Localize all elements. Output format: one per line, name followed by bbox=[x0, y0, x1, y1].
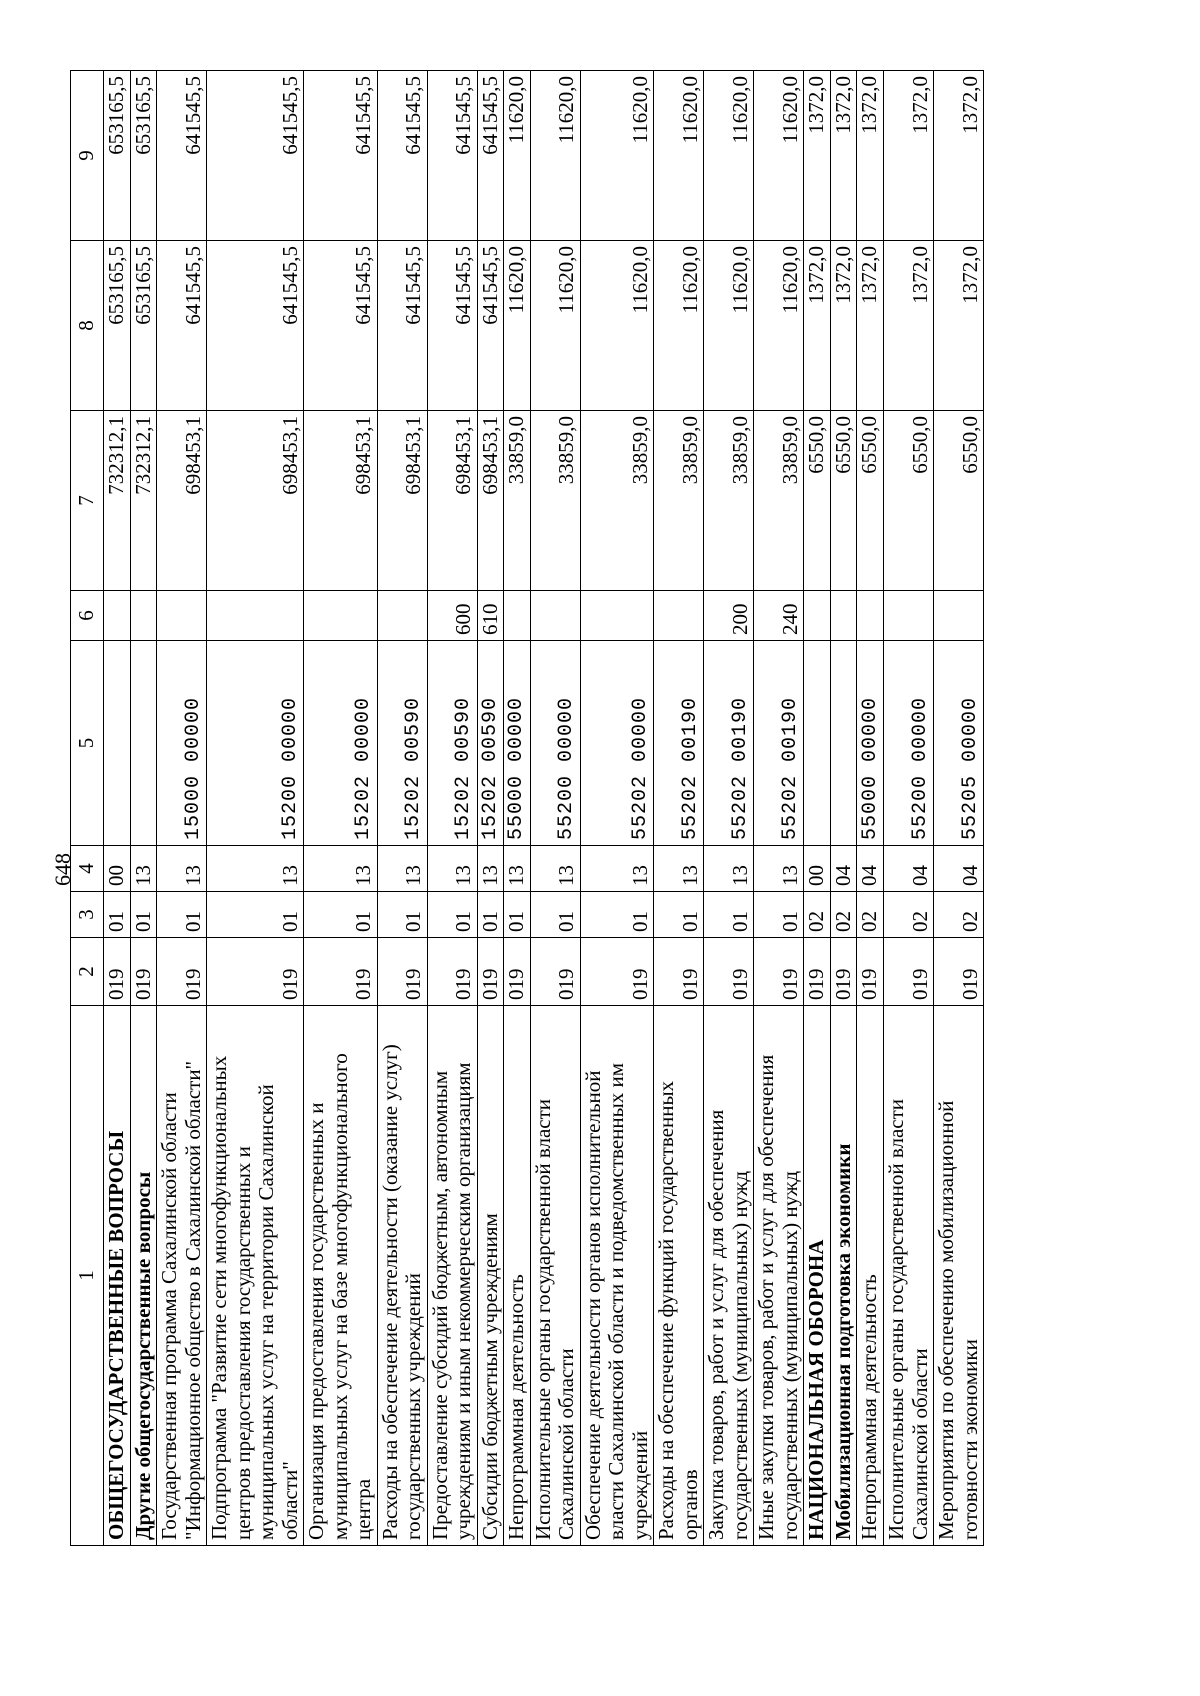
expense-type-cell: 200 bbox=[704, 591, 754, 641]
expense-type-cell bbox=[530, 591, 580, 641]
expense-type-cell bbox=[130, 591, 157, 641]
subsection-code-cell: 13 bbox=[130, 846, 157, 892]
amount-col8-cell: 641545,5 bbox=[427, 241, 477, 411]
expense-type-cell bbox=[377, 591, 427, 641]
amount-col9-cell: 641545,5 bbox=[377, 71, 427, 241]
section-code-cell: 02 bbox=[804, 892, 831, 938]
section-code-cell: 01 bbox=[304, 892, 378, 938]
amount-col9-cell: 11620,0 bbox=[654, 71, 704, 241]
expense-type-cell bbox=[654, 591, 704, 641]
admin-code-cell: 019 bbox=[304, 938, 378, 1006]
admin-code-cell: 019 bbox=[427, 938, 477, 1006]
subsection-code-cell: 00 bbox=[104, 846, 131, 892]
target-article-cell bbox=[830, 641, 857, 846]
target-article-cell: 15202 00590 bbox=[427, 641, 477, 846]
subsection-code-cell: 13 bbox=[207, 846, 304, 892]
amount-col9-cell: 641545,5 bbox=[207, 71, 304, 241]
subsection-code-cell: 13 bbox=[704, 846, 754, 892]
amount-col7-cell: 33859,0 bbox=[580, 411, 654, 591]
section-code-cell: 01 bbox=[104, 892, 131, 938]
amount-col8-cell: 1372,0 bbox=[934, 241, 984, 411]
subsection-code-cell: 13 bbox=[157, 846, 207, 892]
target-article-cell bbox=[104, 641, 131, 846]
amount-col9-cell: 1372,0 bbox=[857, 71, 884, 241]
target-article-cell: 55205 00000 bbox=[934, 641, 984, 846]
header-cell: 4 bbox=[71, 846, 104, 892]
amount-col8-cell: 11620,0 bbox=[704, 241, 754, 411]
amount-col8-cell: 653165,5 bbox=[130, 241, 157, 411]
amount-col9-cell: 11620,0 bbox=[704, 71, 754, 241]
expense-type-cell bbox=[830, 591, 857, 641]
amount-col7-cell: 33859,0 bbox=[654, 411, 704, 591]
section-code-cell: 01 bbox=[157, 892, 207, 938]
amount-col9-cell: 653165,5 bbox=[130, 71, 157, 241]
row-name-cell: Субсидии бюджетным учреждениям bbox=[477, 1006, 504, 1546]
admin-code-cell: 019 bbox=[504, 938, 531, 1006]
table-row bbox=[427, 71, 477, 1546]
row-name-cell: Непрограммная деятельность bbox=[857, 1006, 884, 1546]
target-article-cell: 55000 00000 bbox=[504, 641, 531, 846]
admin-code-cell: 019 bbox=[207, 938, 304, 1006]
header-cell: 5 bbox=[71, 641, 104, 846]
expense-type-cell: 240 bbox=[754, 591, 804, 641]
target-article-cell: 15202 00590 bbox=[477, 641, 504, 846]
amount-col7-cell: 33859,0 bbox=[530, 411, 580, 591]
amount-col7-cell: 698453,1 bbox=[207, 411, 304, 591]
amount-col7-cell: 732312,1 bbox=[130, 411, 157, 591]
amount-col9-cell: 11620,0 bbox=[754, 71, 804, 241]
section-code-cell: 02 bbox=[857, 892, 884, 938]
amount-col8-cell: 11620,0 bbox=[754, 241, 804, 411]
amount-col9-cell: 11620,0 bbox=[530, 71, 580, 241]
section-code-cell: 01 bbox=[427, 892, 477, 938]
section-code-cell: 01 bbox=[130, 892, 157, 938]
row-name-cell: Организация предоставления государственных и муниципальных услуг на базе многофункционального центра bbox=[304, 1006, 378, 1546]
target-article-cell: 55200 00000 bbox=[883, 641, 933, 846]
row-name-cell: Другие общегосударственные вопросы bbox=[130, 1006, 157, 1546]
amount-col8-cell: 1372,0 bbox=[804, 241, 831, 411]
table-row bbox=[934, 71, 984, 1546]
admin-code-cell: 019 bbox=[377, 938, 427, 1006]
section-code-cell: 01 bbox=[654, 892, 704, 938]
amount-col9-cell: 653165,5 bbox=[104, 71, 131, 241]
header-cell: 6 bbox=[71, 591, 104, 641]
header-cell: 3 bbox=[71, 892, 104, 938]
header-cell: 1 bbox=[71, 1006, 104, 1546]
header-cell: 9 bbox=[71, 71, 104, 241]
table-row bbox=[477, 71, 504, 1546]
section-code-cell: 01 bbox=[754, 892, 804, 938]
amount-col7-cell: 698453,1 bbox=[427, 411, 477, 591]
table-row bbox=[754, 71, 804, 1546]
amount-col8-cell: 1372,0 bbox=[857, 241, 884, 411]
target-article-cell: 55000 00000 bbox=[857, 641, 884, 846]
row-name-cell: Государственная программа Сахалинской области "Информационное общество в Сахалинской области" bbox=[157, 1006, 207, 1546]
table-row bbox=[207, 71, 304, 1546]
table-row bbox=[580, 71, 654, 1546]
row-name-cell: Обеспечение деятельности органов исполнительной власти Сахалинской области и подведомственных им учреждений bbox=[580, 1006, 654, 1546]
table-row bbox=[530, 71, 580, 1546]
target-article-cell: 15202 00590 bbox=[377, 641, 427, 846]
amount-col7-cell: 6550,0 bbox=[804, 411, 831, 591]
amount-col9-cell: 1372,0 bbox=[883, 71, 933, 241]
subsection-code-cell: 04 bbox=[934, 846, 984, 892]
row-name-cell: Подпрограмма "Развитие сети многофункциональных центров предоставления государственных и муниципальных услуг на территории Сахалинской области" bbox=[207, 1006, 304, 1546]
table-row bbox=[157, 71, 207, 1546]
amount-col7-cell: 33859,0 bbox=[504, 411, 531, 591]
budget-table-wrapper bbox=[70, 71, 984, 1546]
section-code-cell: 01 bbox=[477, 892, 504, 938]
target-article-cell: 55202 00190 bbox=[704, 641, 754, 846]
expense-type-cell: 600 bbox=[427, 591, 477, 641]
row-name-cell: Предоставление субсидий бюджетным, автономным учреждениям и иным некоммерческим организациям bbox=[427, 1006, 477, 1546]
amount-col8-cell: 641545,5 bbox=[207, 241, 304, 411]
subsection-code-cell: 04 bbox=[883, 846, 933, 892]
amount-col9-cell: 11620,0 bbox=[504, 71, 531, 241]
amount-col7-cell: 33859,0 bbox=[704, 411, 754, 591]
table-row bbox=[104, 71, 131, 1546]
expense-type-cell bbox=[104, 591, 131, 641]
subsection-code-cell: 13 bbox=[580, 846, 654, 892]
amount-col8-cell: 653165,5 bbox=[104, 241, 131, 411]
admin-code-cell: 019 bbox=[104, 938, 131, 1006]
section-code-cell: 01 bbox=[704, 892, 754, 938]
subsection-code-cell: 13 bbox=[477, 846, 504, 892]
admin-code-cell: 019 bbox=[530, 938, 580, 1006]
subsection-code-cell: 04 bbox=[830, 846, 857, 892]
target-article-cell: 15202 00000 bbox=[304, 641, 378, 846]
admin-code-cell: 019 bbox=[830, 938, 857, 1006]
header-cell: 7 bbox=[71, 411, 104, 591]
row-name-cell: Мероприятия по обеспечению мобилизационной готовности экономики bbox=[934, 1006, 984, 1546]
header-cell: 2 bbox=[71, 938, 104, 1006]
expense-type-cell bbox=[157, 591, 207, 641]
amount-col9-cell: 641545,5 bbox=[427, 71, 477, 241]
row-name-cell: Исполнительные органы государственной власти Сахалинской области bbox=[530, 1006, 580, 1546]
amount-col7-cell: 33859,0 bbox=[754, 411, 804, 591]
amount-col9-cell: 641545,5 bbox=[157, 71, 207, 241]
row-name-cell: Закупка товаров, работ и услуг для обеспечения государственных (муниципальных) нужд bbox=[704, 1006, 754, 1546]
section-code-cell: 02 bbox=[830, 892, 857, 938]
table-row bbox=[830, 71, 857, 1546]
header-cell: 8 bbox=[71, 241, 104, 411]
section-code-cell: 01 bbox=[530, 892, 580, 938]
amount-col7-cell: 698453,1 bbox=[304, 411, 378, 591]
expense-type-cell bbox=[857, 591, 884, 641]
target-article-cell bbox=[130, 641, 157, 846]
amount-col7-cell: 6550,0 bbox=[830, 411, 857, 591]
expense-type-cell bbox=[804, 591, 831, 641]
amount-col8-cell: 1372,0 bbox=[830, 241, 857, 411]
expense-type-cell: 610 bbox=[477, 591, 504, 641]
amount-col8-cell: 11620,0 bbox=[654, 241, 704, 411]
admin-code-cell: 019 bbox=[654, 938, 704, 1006]
subsection-code-cell: 13 bbox=[530, 846, 580, 892]
section-code-cell: 01 bbox=[377, 892, 427, 938]
admin-code-cell: 019 bbox=[580, 938, 654, 1006]
row-name-cell: Расходы на обеспечение деятельности (оказание услуг) государственных учреждений bbox=[377, 1006, 427, 1546]
amount-col7-cell: 6550,0 bbox=[857, 411, 884, 591]
amount-col7-cell: 698453,1 bbox=[377, 411, 427, 591]
amount-col8-cell: 11620,0 bbox=[504, 241, 531, 411]
target-article-cell bbox=[804, 641, 831, 846]
expense-type-cell bbox=[304, 591, 378, 641]
amount-col9-cell: 11620,0 bbox=[580, 71, 654, 241]
admin-code-cell: 019 bbox=[704, 938, 754, 1006]
subsection-code-cell: 13 bbox=[377, 846, 427, 892]
expense-type-cell bbox=[580, 591, 654, 641]
amount-col9-cell: 641545,5 bbox=[477, 71, 504, 241]
amount-col9-cell: 641545,5 bbox=[304, 71, 378, 241]
header-row bbox=[71, 71, 104, 1546]
target-article-cell: 55200 00000 bbox=[530, 641, 580, 846]
amount-col9-cell: 1372,0 bbox=[934, 71, 984, 241]
row-name-cell: Мобилизационная подготовка экономики bbox=[830, 1006, 857, 1546]
admin-code-cell: 019 bbox=[754, 938, 804, 1006]
budget-table bbox=[70, 70, 984, 1546]
amount-col7-cell: 698453,1 bbox=[157, 411, 207, 591]
expense-type-cell bbox=[934, 591, 984, 641]
subsection-code-cell: 13 bbox=[754, 846, 804, 892]
row-name-cell: Непрограммная деятельность bbox=[504, 1006, 531, 1546]
row-name-cell: НАЦИОНАЛЬНАЯ ОБОРОНА bbox=[804, 1006, 831, 1546]
amount-col8-cell: 641545,5 bbox=[477, 241, 504, 411]
subsection-code-cell: 00 bbox=[804, 846, 831, 892]
admin-code-cell: 019 bbox=[157, 938, 207, 1006]
amount-col7-cell: 732312,1 bbox=[104, 411, 131, 591]
target-article-cell: 55202 00190 bbox=[654, 641, 704, 846]
table-row bbox=[130, 71, 157, 1546]
section-code-cell: 01 bbox=[580, 892, 654, 938]
amount-col9-cell: 1372,0 bbox=[830, 71, 857, 241]
table-row bbox=[883, 71, 933, 1546]
amount-col8-cell: 641545,5 bbox=[157, 241, 207, 411]
subsection-code-cell: 13 bbox=[304, 846, 378, 892]
table-row bbox=[804, 71, 831, 1546]
amount-col8-cell: 641545,5 bbox=[304, 241, 378, 411]
amount-col8-cell: 1372,0 bbox=[883, 241, 933, 411]
admin-code-cell: 019 bbox=[934, 938, 984, 1006]
target-article-cell: 15200 00000 bbox=[207, 641, 304, 846]
subsection-code-cell: 13 bbox=[504, 846, 531, 892]
row-name-cell: ОБЩЕГОСУДАРСТВЕННЫЕ ВОПРОСЫ bbox=[104, 1006, 131, 1546]
table-row bbox=[304, 71, 378, 1546]
admin-code-cell: 019 bbox=[130, 938, 157, 1006]
section-code-cell: 01 bbox=[207, 892, 304, 938]
amount-col8-cell: 641545,5 bbox=[377, 241, 427, 411]
section-code-cell: 02 bbox=[883, 892, 933, 938]
amount-col7-cell: 698453,1 bbox=[477, 411, 504, 591]
page-number: 648 bbox=[50, 853, 75, 886]
target-article-cell: 55202 00000 bbox=[580, 641, 654, 846]
admin-code-cell: 019 bbox=[477, 938, 504, 1006]
expense-type-cell bbox=[504, 591, 531, 641]
amount-col9-cell: 1372,0 bbox=[804, 71, 831, 241]
target-article-cell: 55202 00190 bbox=[754, 641, 804, 846]
table-row bbox=[857, 71, 884, 1546]
expense-type-cell bbox=[883, 591, 933, 641]
admin-code-cell: 019 bbox=[857, 938, 884, 1006]
table-row bbox=[504, 71, 531, 1546]
target-article-cell: 15000 00000 bbox=[157, 641, 207, 846]
expense-type-cell bbox=[207, 591, 304, 641]
row-name-cell: Исполнительные органы государственной власти Сахалинской области bbox=[883, 1006, 933, 1546]
subsection-code-cell: 13 bbox=[654, 846, 704, 892]
amount-col8-cell: 11620,0 bbox=[580, 241, 654, 411]
amount-col7-cell: 6550,0 bbox=[934, 411, 984, 591]
table-row bbox=[654, 71, 704, 1546]
subsection-code-cell: 04 bbox=[857, 846, 884, 892]
amount-col8-cell: 11620,0 bbox=[530, 241, 580, 411]
amount-col7-cell: 6550,0 bbox=[883, 411, 933, 591]
section-code-cell: 02 bbox=[934, 892, 984, 938]
table-row bbox=[377, 71, 427, 1546]
admin-code-cell: 019 bbox=[883, 938, 933, 1006]
row-name-cell: Иные закупки товаров, работ и услуг для обеспечения государственных (муниципальных) нужд bbox=[754, 1006, 804, 1546]
row-name-cell: Расходы на обеспечение функций государственных органов bbox=[654, 1006, 704, 1546]
section-code-cell: 01 bbox=[504, 892, 531, 938]
table-row bbox=[704, 71, 754, 1546]
subsection-code-cell: 13 bbox=[427, 846, 477, 892]
admin-code-cell: 019 bbox=[804, 938, 831, 1006]
